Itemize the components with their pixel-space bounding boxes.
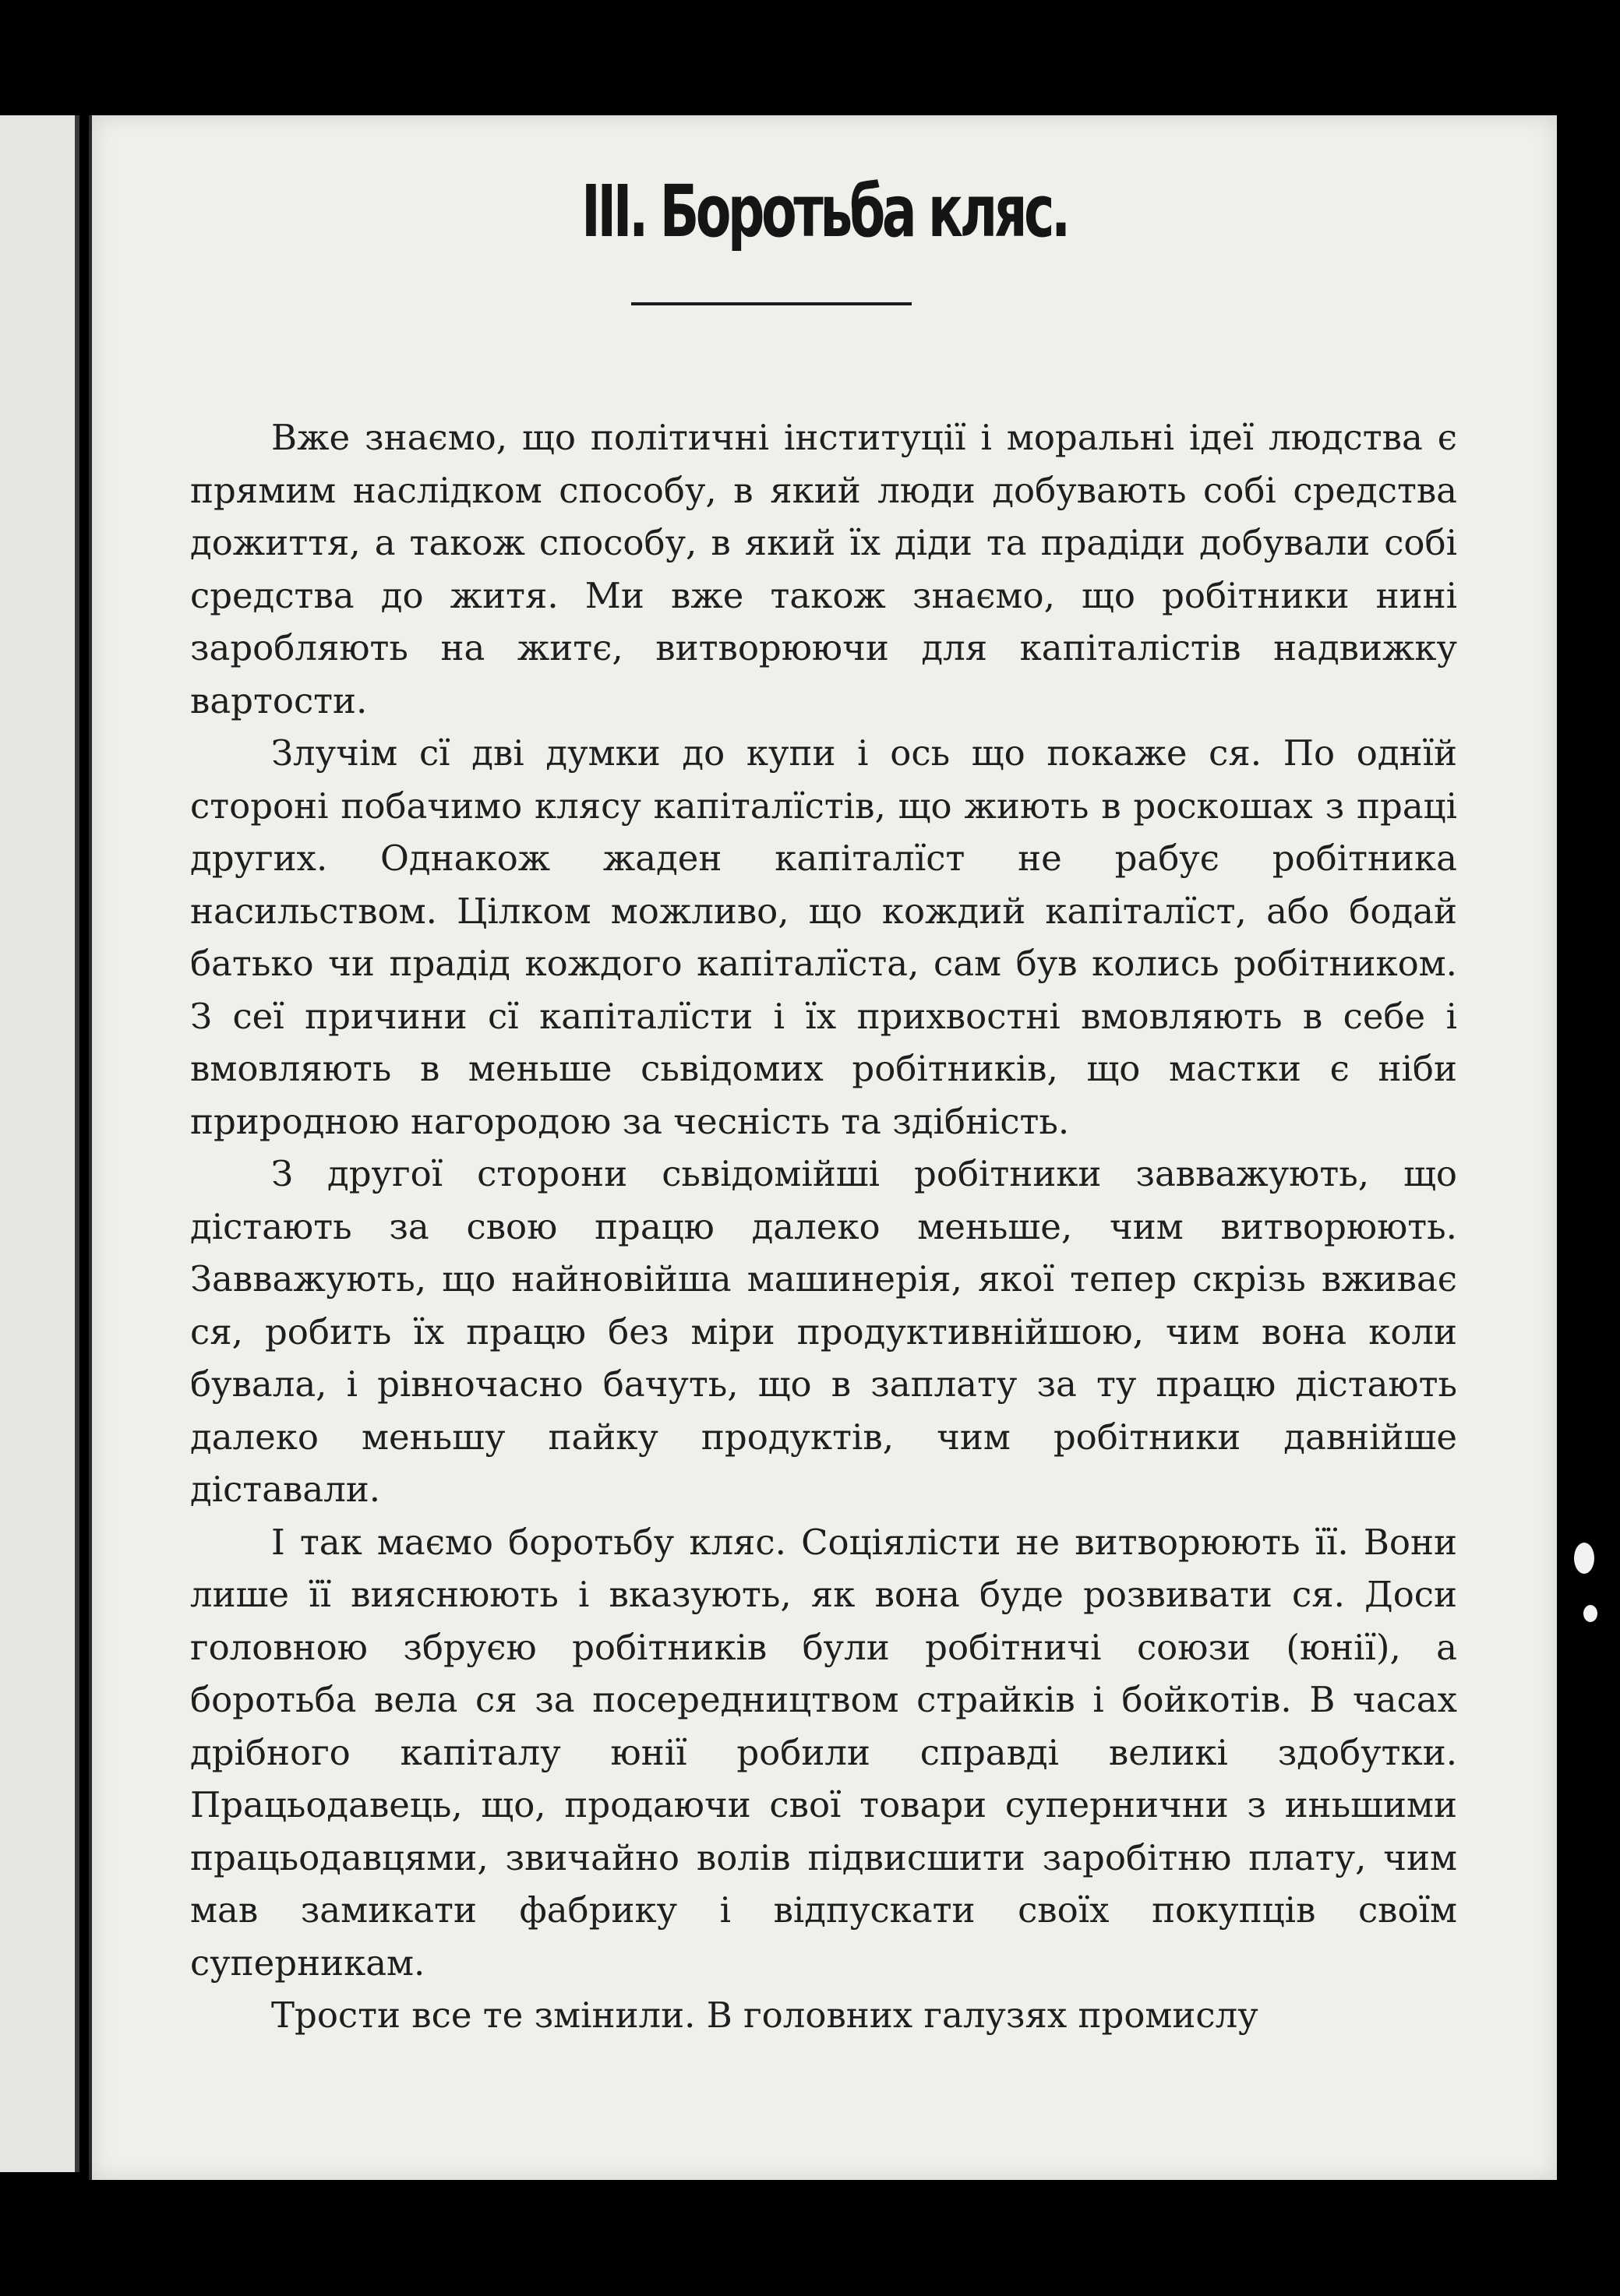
paragraph: З другої сторони сьвідомійші робітники завважують, що дістають за свою працю далеко меньше, чим витворюють. Завважують, що найновійша машинерія, якої тепер скрізь вживає ся, робить їх працю без міри продуктивнійшою, чим вона коли бувала, і рівночасно бачуть, що в заплату за ту працю дістають далеко меньшу пайку продуктів, чим робітники давнійше діставали. (190, 1153, 1457, 1510)
book-page (89, 115, 1557, 2180)
film-speck (1574, 1543, 1594, 1574)
film-speck (1583, 1605, 1597, 1622)
chapter-body (190, 411, 1457, 2042)
paragraph: Злучім сї дві думки до купи і ось що покаже ся. По однїй стороні побачимо клясу капіталїстів, що жиють в роскошах з праці других. Однакож жаден капіталїст не рабує робітника насильством. Цілком можливо, що кождий капіталїст, або бодай батько чи прадід кождого капіталїста, сам був колись робітником. З сеї причини сї капіталїсти і їх прихвостні вмовляють в себе і вмовляють в меньше сьвідомих робітників, що мастки є ніби природною нагородою за чесність та здібність. (190, 732, 1457, 1142)
paragraph: Вже знаємо, що політичні інституції і моральні ідеї людства є прямим наслідком способу, в який люди добувають собі средства дожиття, а також способу, в який їх діди та прадіди добували собі средства до житя. Ми вже також знаємо, що робітники нині заробляють на житє, витворюючи для капіталістів надвижку вартости. (190, 417, 1457, 721)
paragraph: Трости все те змінили. В головних галузях промислу (271, 1994, 1258, 2036)
title-divider (631, 302, 912, 305)
chapter-title: III. Боротьба кляс. (581, 170, 1068, 253)
facing-page-edge (0, 115, 79, 2172)
paragraph: І так маємо боротьбу кляс. Соціялісти не витворюють її. Вони лише її вияснюють і вказують, як вона буде розвивати ся. Доси головною збруєю робітників були робітничі союзи (юнії), а боротьба вела ся за посередництвом страйків і бойкотів. В часах дрібного капіталу юнії робили справді великі здобутки. Працьодавець, що, продаючи свої товари супернични з иньшими працьодавцями, звичайно волів підвисшити заробітню плату, чим мав замикати фабрику і відпускати своїх покупців своїм суперникам. (190, 1521, 1457, 1984)
